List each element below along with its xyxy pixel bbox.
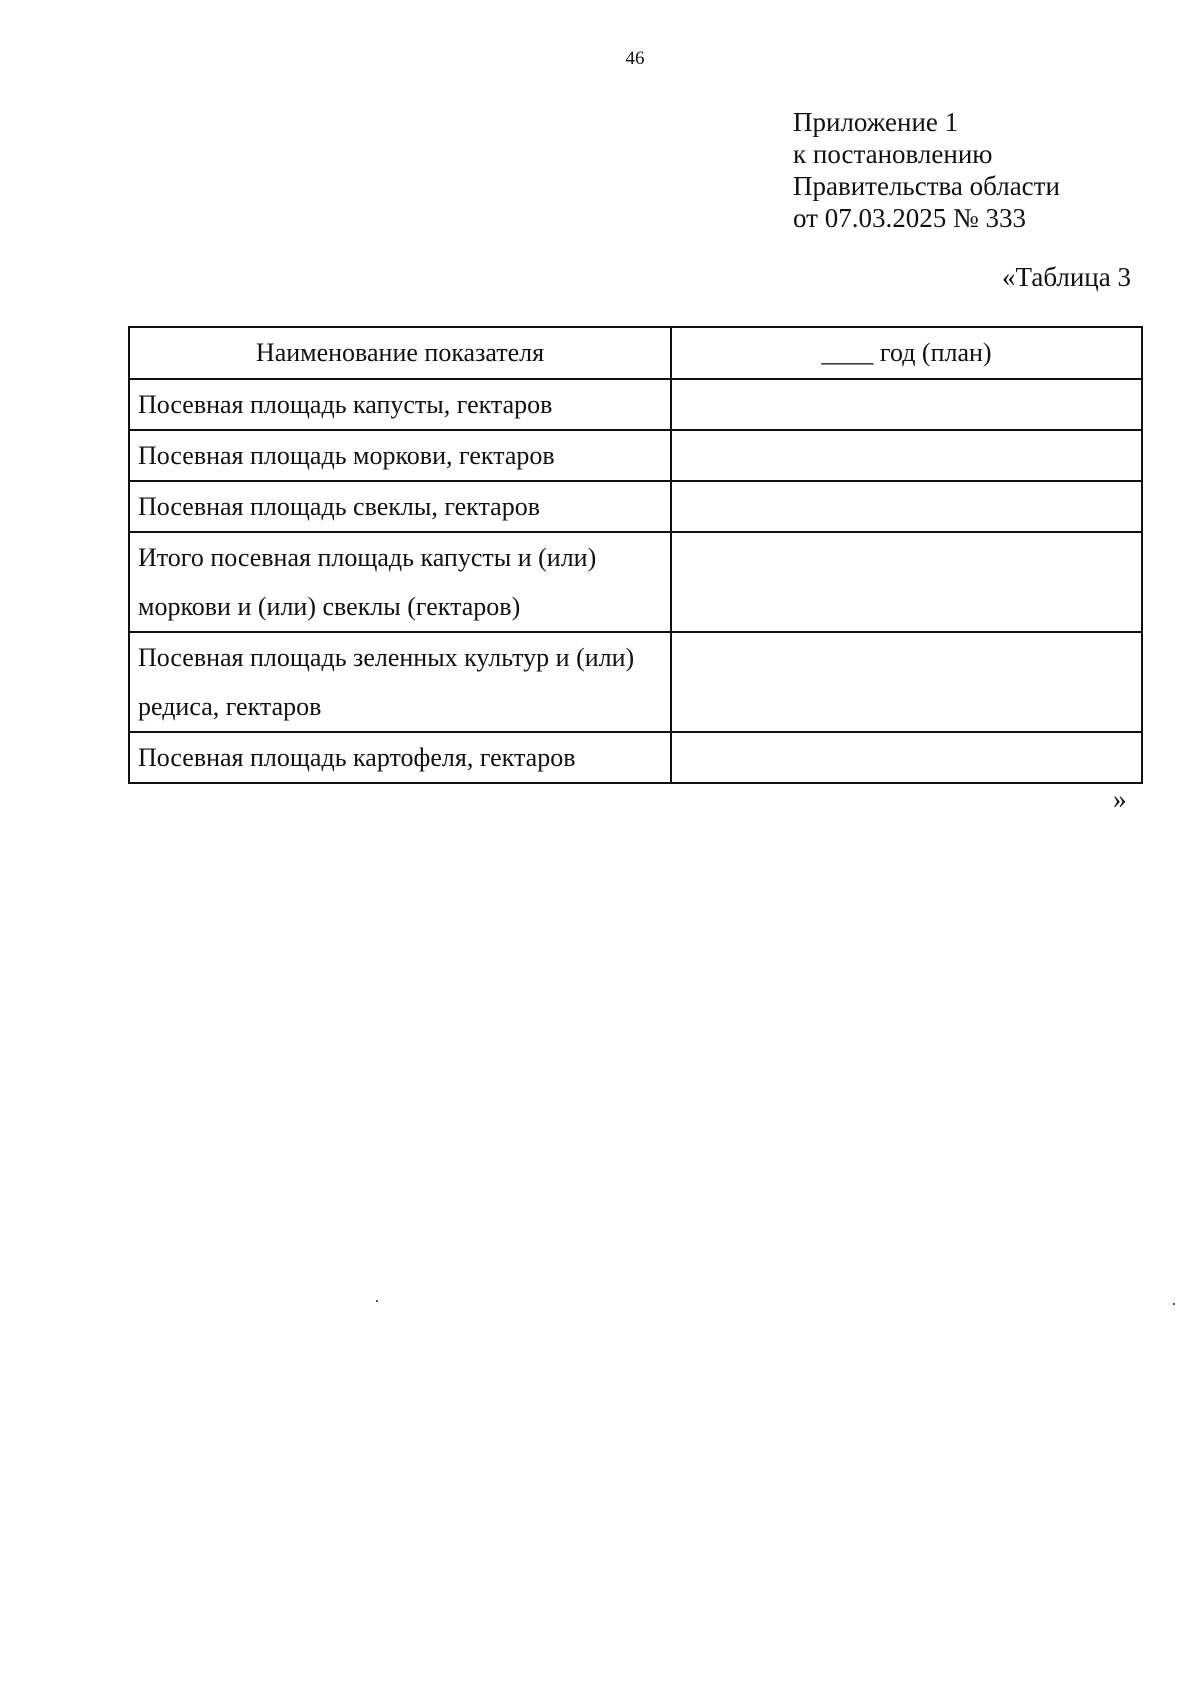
table-row [129, 532, 1142, 632]
row-indicator-name: Посевная площадь зеленных культур и (или) редиса, гектаров [129, 632, 671, 732]
table-row [129, 430, 1142, 481]
appendix-line-4: от 07.03.2025 № 333 [793, 203, 1026, 233]
table-row [129, 481, 1142, 532]
row-indicator-name: Итого посевная площадь капусты и (или) моркови и (или) свеклы (гектаров) [129, 532, 671, 632]
table-row [129, 379, 1142, 430]
row-plan-value [671, 632, 1142, 732]
table-label: «Таблица 3 [1002, 262, 1131, 292]
row-plan-value [671, 430, 1142, 481]
table-row [129, 632, 1142, 732]
indicators-table [128, 326, 1143, 784]
header-indicator-name: Наименование показателя [129, 327, 671, 379]
row-indicator-name: Посевная площадь капусты, гектаров [129, 379, 671, 430]
row-plan-value [671, 481, 1142, 532]
row-plan-value [671, 732, 1142, 783]
closing-quote: » [1113, 784, 1127, 814]
row-plan-value [671, 532, 1142, 632]
header-year-plan: ____ год (план) [671, 327, 1142, 379]
table-header-row [129, 327, 1142, 379]
table-row [129, 732, 1142, 783]
appendix-line-1: Приложение 1 [793, 107, 959, 137]
row-indicator-name: Посевная площадь картофеля, гектаров [129, 732, 671, 783]
scan-speck [376, 1300, 378, 1302]
appendix-line-3: Правительства области [793, 171, 1060, 201]
scan-speck [1173, 1303, 1175, 1305]
row-indicator-name: Посевная площадь моркови, гектаров [129, 430, 671, 481]
appendix-line-2: к постановлению [793, 139, 993, 169]
row-indicator-name: Посевная площадь свеклы, гектаров [129, 481, 671, 532]
page-number: 46 [625, 48, 645, 69]
appendix-reference [793, 106, 1060, 234]
row-plan-value [671, 379, 1142, 430]
